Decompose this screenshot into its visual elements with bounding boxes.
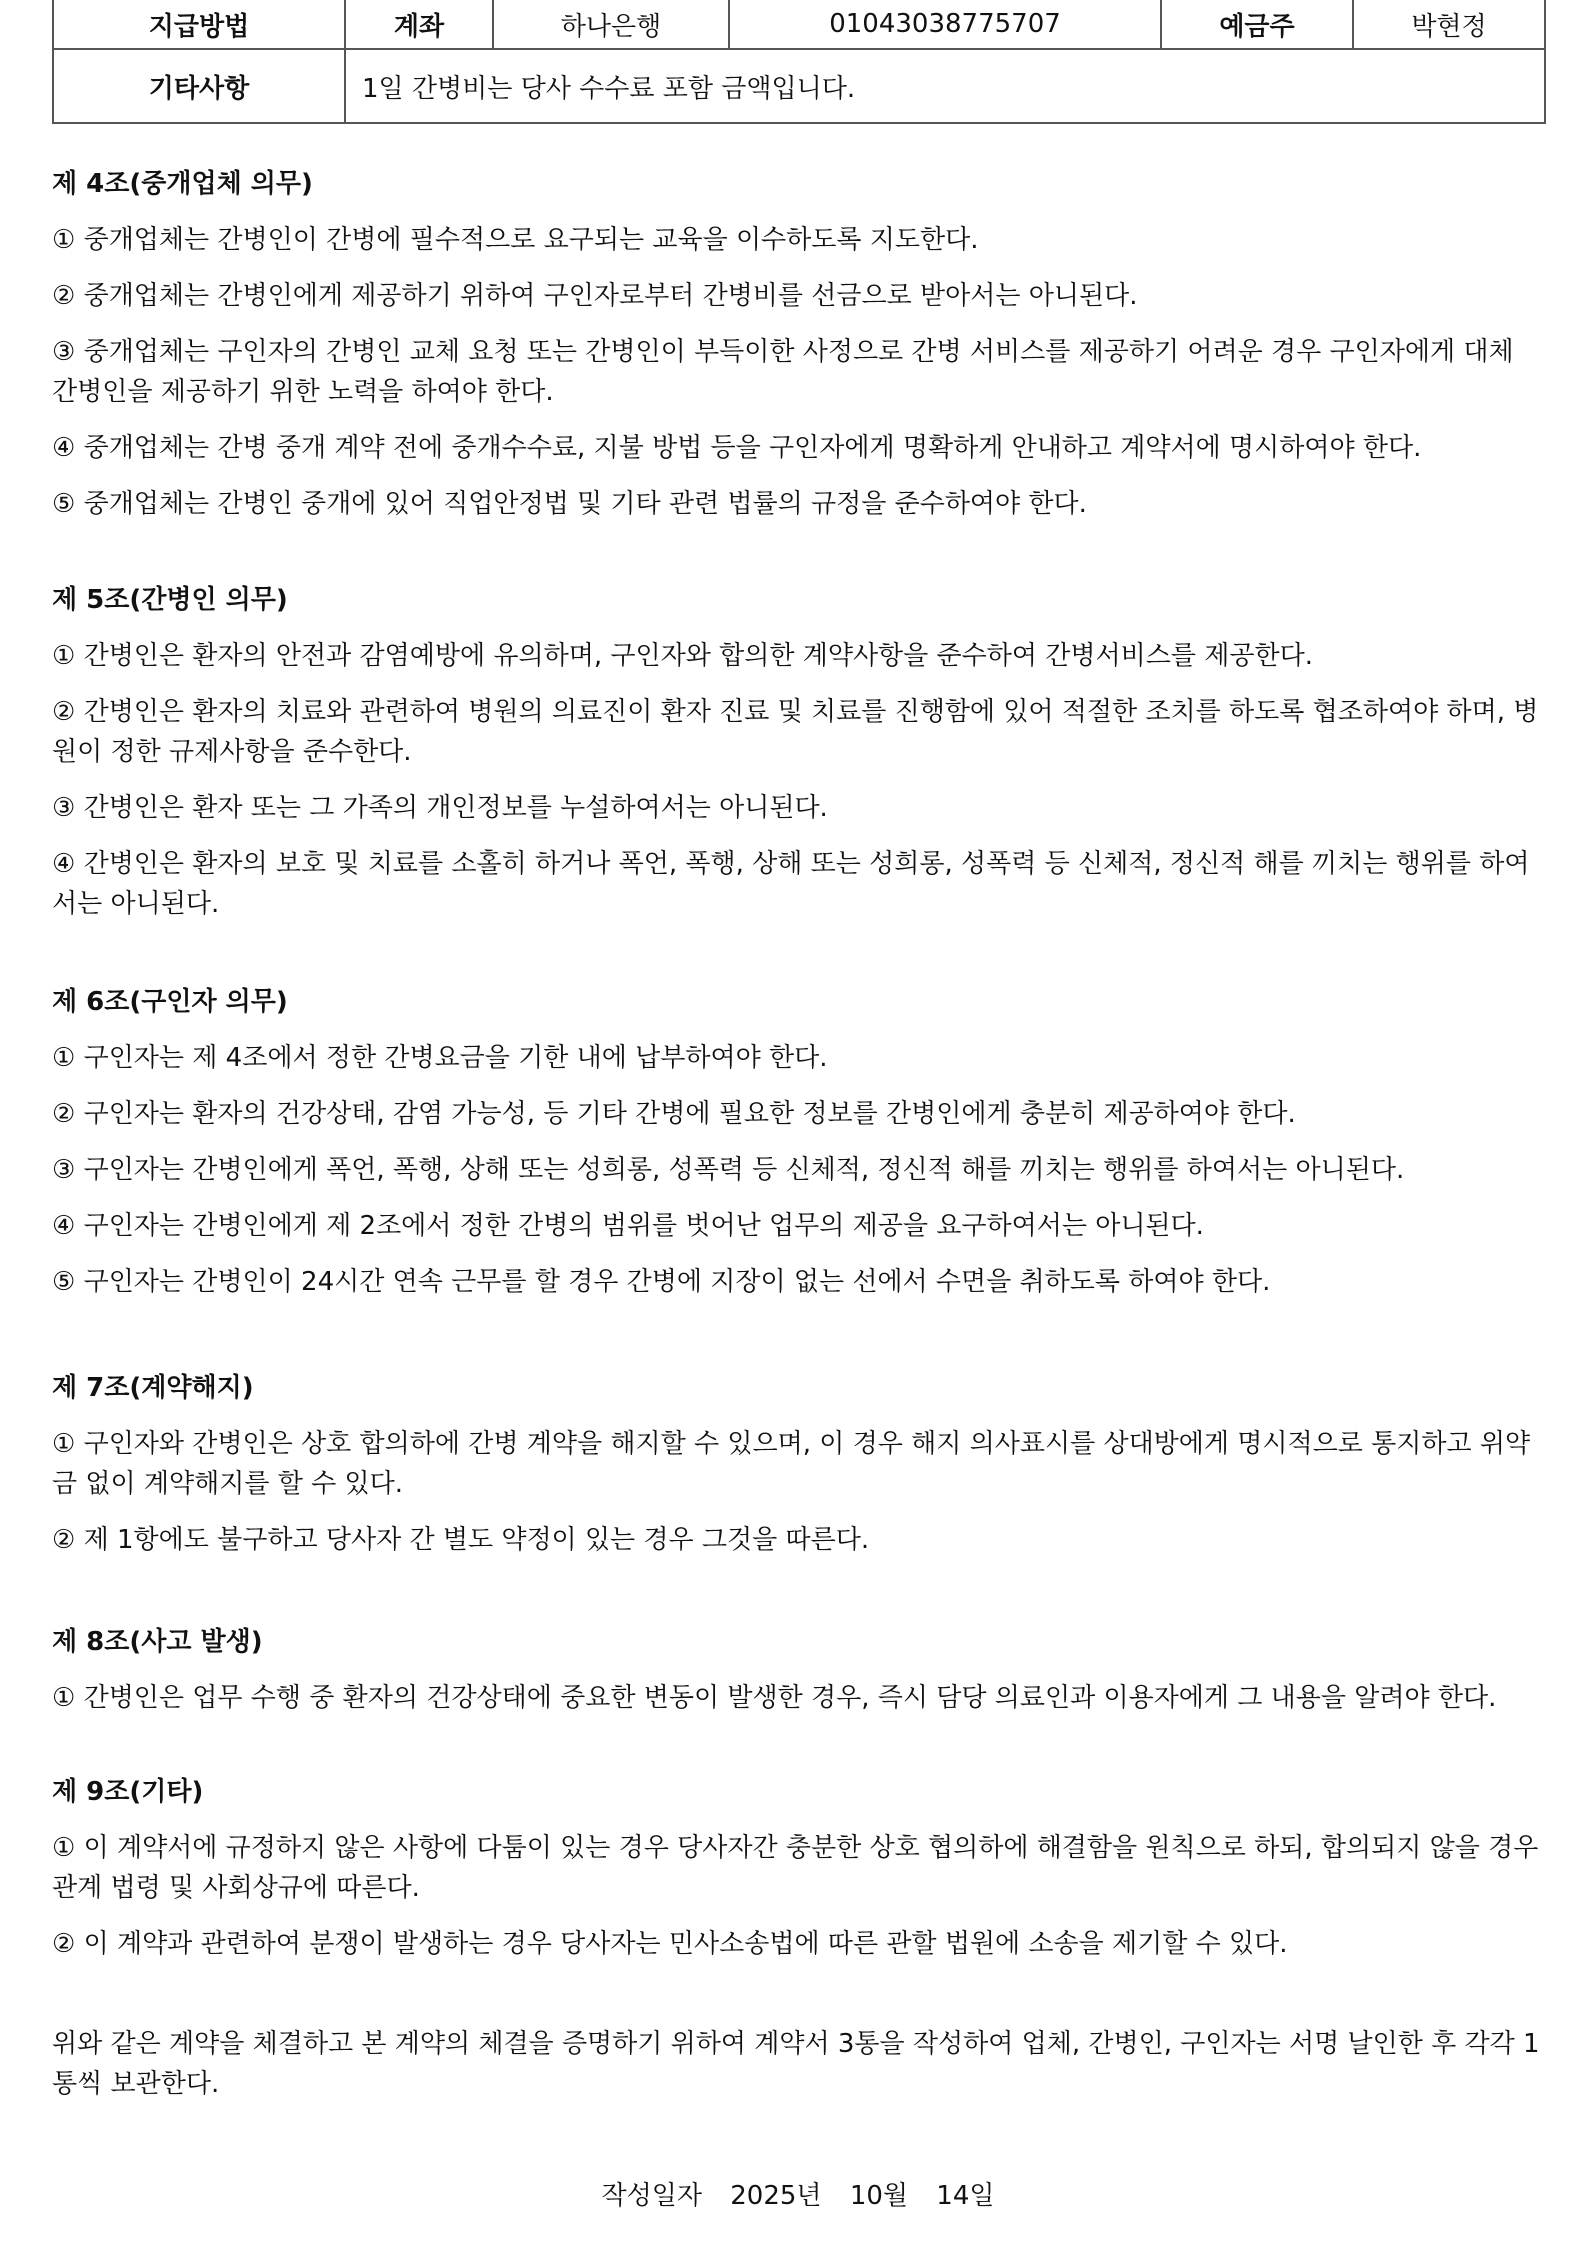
clause: ③ 간병인은 환자 또는 그 가족의 개인정보를 누설하여서는 아니된다. xyxy=(52,793,828,823)
clause: ① 간병인은 업무 수행 중 환자의 건강상태에 중요한 변동이 발생한 경우, 즉시 담당 의료인과 이용자에게 그 내용을 알려야 한다. xyxy=(52,1683,1497,1713)
date-label: 작성일자 xyxy=(601,2181,702,2211)
article-title: 제 6조(구인자 의무) xyxy=(52,987,288,1017)
contract-page xyxy=(52,0,1544,2211)
payment-row xyxy=(53,0,1545,49)
clause: ① 간병인은 환자의 안전과 감염예방에 유의하며, 구인자와 합의한 계약사항을 준수하여 간병서비스를 제공한다. xyxy=(52,641,1313,671)
date-year: 2025년 xyxy=(730,2181,822,2211)
article-title: 제 9조(기타) xyxy=(52,1777,204,1807)
clause: ② 제 1항에도 불구하고 당사자 간 별도 약정이 있는 경우 그것을 따른다. xyxy=(52,1525,870,1555)
payment-table xyxy=(52,0,1546,124)
account-holder-name: 박현정 xyxy=(1353,0,1545,49)
article-4 xyxy=(52,164,1544,524)
clause: ④ 중개업체는 간병 중개 계약 전에 중개수수료, 지불 방법 등을 구인자에게 명확하게 안내하고 계약서에 명시하여야 한다. xyxy=(52,433,1422,463)
notes-row xyxy=(53,49,1545,123)
clause: ② 이 계약과 관련하여 분쟁이 발생하는 경우 당사자는 민사소송법에 따른 관할 법원에 소송을 제기할 수 있다. xyxy=(52,1929,1288,1959)
article-5 xyxy=(52,580,1544,924)
clause: ① 구인자는 제 4조에서 정한 간병요금을 기한 내에 납부하여야 한다. xyxy=(52,1043,828,1073)
article-title: 제 8조(사고 발생) xyxy=(52,1627,263,1657)
clause: ② 중개업체는 간병인에게 제공하기 위하여 구인자로부터 간병비를 선금으로 받아서는 아니된다. xyxy=(52,281,1138,311)
article-title: 제 7조(계약해지) xyxy=(52,1373,254,1403)
notes-label: 기타사항 xyxy=(53,49,345,123)
clause: ⑤ 중개업체는 간병인 중개에 있어 직업안정법 및 기타 관련 법률의 규정을 준수하여야 한다. xyxy=(52,489,1087,519)
notes-value: 1일 간병비는 당사 수수료 포함 금액입니다. xyxy=(345,49,1545,123)
clause: ⑤ 구인자는 간병인이 24시간 연속 근무를 할 경우 간병에 지장이 없는 선에서 수면을 취하도록 하여야 한다. xyxy=(52,1267,1271,1297)
clause: ① 이 계약서에 규정하지 않은 사항에 다툼이 있는 경우 당사자간 충분한 상호 협의하에 해결함을 원칙으로 하되, 합의되지 않을 경우 관계 법령 및 사회상규에 따른다. xyxy=(52,1833,1539,1903)
article-title: 제 5조(간병인 의무) xyxy=(52,585,288,615)
closing-statement: 위와 같은 계약을 체결하고 본 계약의 체결을 증명하기 위하여 계약서 3통을 작성하여 업체, 간병인, 구인자는 서명 날인한 후 각각 1통씩 보관한다. xyxy=(52,2029,1540,2099)
clause: ④ 구인자는 간병인에게 제 2조에서 정한 간병의 범위를 벗어난 업무의 제공을 요구하여서는 아니된다. xyxy=(52,1211,1204,1241)
clause: ③ 중개업체는 구인자의 간병인 교체 요청 또는 간병인이 부득이한 사정으로 간병 서비스를 제공하기 어려운 경우 구인자에게 대체 간병인을 제공하기 위한 노력을 하여야 한다. xyxy=(52,337,1514,407)
bank-name: 하나은행 xyxy=(493,0,729,49)
clause: ② 구인자는 환자의 건강상태, 감염 가능성, 등 기타 간병에 필요한 정보를 간병인에게 충분히 제공하여야 한다. xyxy=(52,1099,1296,1129)
date-line xyxy=(52,2176,1544,2216)
account-number: 01043038775707 xyxy=(729,0,1161,49)
article-6 xyxy=(52,982,1544,1302)
date-day: 14일 xyxy=(936,2181,995,2211)
article-9 xyxy=(52,1772,1544,1964)
payment-method-label: 지급방법 xyxy=(53,0,345,49)
clause: ② 간병인은 환자의 치료와 관련하여 병원의 의료진이 환자 진료 및 치료를 진행함에 있어 적절한 조치를 하도록 협조하여야 하며, 병원이 정한 규제사항을 준수한다. xyxy=(52,697,1539,767)
date-month: 10월 xyxy=(849,2181,909,2211)
account-label: 계좌 xyxy=(345,0,493,49)
clause: ① 중개업체는 간병인이 간병에 필수적으로 요구되는 교육을 이수하도록 지도한다. xyxy=(52,225,979,255)
account-holder-label: 예금주 xyxy=(1161,0,1353,49)
article-8 xyxy=(52,1622,1544,1718)
clause: ④ 간병인은 환자의 보호 및 치료를 소홀히 하거나 폭언, 폭행, 상해 또는 성희롱, 성폭력 등 신체적, 정신적 해를 끼치는 행위를 하여서는 아니된다. xyxy=(52,849,1530,919)
clause: ③ 구인자는 간병인에게 폭언, 폭행, 상해 또는 성희롱, 성폭력 등 신체적, 정신적 해를 끼치는 행위를 하여서는 아니된다. xyxy=(52,1155,1405,1185)
article-7 xyxy=(52,1368,1544,1560)
article-title: 제 4조(중개업체 의무) xyxy=(52,169,313,199)
clause: ① 구인자와 간병인은 상호 합의하에 간병 계약을 해지할 수 있으며, 이 경우 해지 의사표시를 상대방에게 명시적으로 통지하고 위약금 없이 계약해지를 할 수 있다. xyxy=(52,1429,1531,1499)
